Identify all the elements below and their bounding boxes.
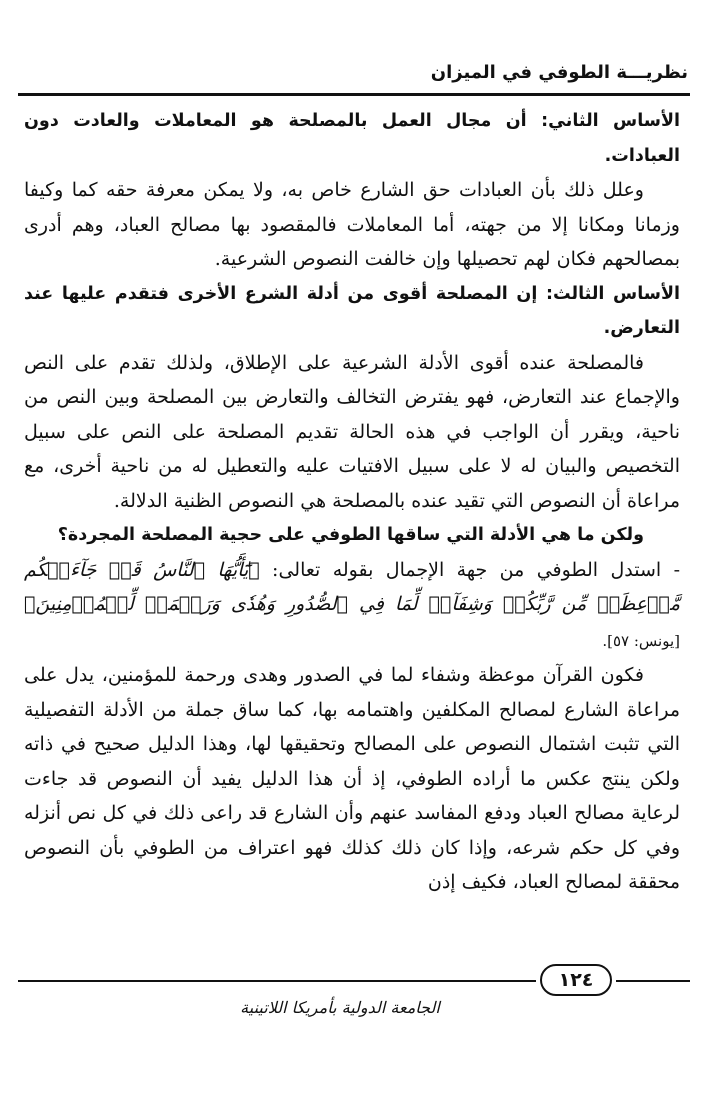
page-number: ١٢٤ bbox=[540, 964, 612, 996]
basis-two-heading: الأساس الثاني: bbox=[541, 111, 681, 131]
body-text bbox=[24, 104, 680, 900]
paragraph-basis-two bbox=[24, 104, 680, 173]
running-header-title: نظريـــة الطوفي في الميزان bbox=[430, 62, 688, 83]
header-divider bbox=[18, 93, 690, 96]
paragraph-quran-evidence bbox=[24, 553, 680, 659]
paragraph-evidence-question: ولكن ما هي الأدلة التي ساقها الطوفي على حجية المصلحة المجردة؟ bbox=[57, 525, 644, 545]
basis-three-text: إن المصلحة أقوى من أدلة الشرع الأخرى فتقدم عليها عند التعارض. bbox=[24, 283, 680, 338]
verse-reference: [يونس: ٥٧]. bbox=[602, 631, 680, 650]
basis-three-heading: الأساس الثالث: bbox=[546, 283, 680, 304]
paragraph-quran-analysis: فكون القرآن موعظة وشفاء لما في الصدور وهدى ورحمة للمؤمنين، يدل على مراعاة الشارع لمصالح المكلفين واهتمامه بها، كما ساق جملة من الأدلة التفصيلية التي تثبت اشتمال النصوص على المصالح وتحقيقها لها، وهذا الدليل صحيح في ذاته ولكن ينتج عكس ما أراده الطوفي، إذ أن هذا الدليل يفيد أن النصوص قد جاءت لرعاية مصالح العباد ودفع المفاسد عنهم وأن الشارع قد راعى ذلك في كل نص أنزله وفي كل حكم شرعه، وإذا كان ذلك كذلك فهو اعتراف من الطوفي بأن النصوص محققة لمصالح العباد، فكيف إذن bbox=[24, 664, 680, 893]
footer-divider-right bbox=[616, 980, 690, 982]
footer-publisher: الجامعة الدولية بأمريكا اللاتينية bbox=[240, 998, 440, 1017]
footer-divider-left bbox=[18, 980, 536, 982]
paragraph-maslaha-strength: فالمصلحة عنده أقوى الأدلة الشرعية على الإطلاق، ولذلك تقدم على النص والإجماع عند التعارض، فهو يفترض التخالف والتعارض بين المصلحة وبين النص من ناحية، ويقرر أن الواجب في هذه الحالة تقديم المصلحة على النص على سبيل التخصيص والبيان له لا على سبيل الافتيات عليه والتعطيل له من ناحية أخرى، مع مراعاة أن النصوص التي تقيد عنده بالمصلحة هي النصوص الظنية الدلالة. bbox=[24, 351, 680, 512]
quran-evidence-intro: - استدل الطوفي من جهة الإجمال بقوله تعالى: bbox=[259, 558, 680, 581]
paragraph-worship-reasoning: وعلل ذلك بأن العبادات حق الشارع خاص به، ولا يمكن معرفة حقه كما وكيفا وزمانا ومكانا إلا من جهته، أما المعاملات فالمقصود بها مصالح العباد، وهم أدرى بمصالحهم فكان لهم تحصيلها وإن خالفت النصوص الشرعية. bbox=[24, 179, 680, 270]
quran-verse: ﴿يَٰٓأَيُّهَا ٱلنَّاسُ قَدۡ جَآءَتۡكُم مَّوۡعِظَةٞ مِّن رَّبِّكُمۡ وَشِفَآءٞ لِّمَا فِي ٱلصُّدُورِ وَهُدٗى وَرَحۡمَةٞ لِّلۡمُؤۡمِنِينَ﴾ bbox=[24, 558, 680, 615]
basis-two-text: أن مجال العمل بالمصلحة هو المعاملات والعادت دون العبادات. bbox=[24, 111, 680, 166]
paragraph-basis-three bbox=[24, 277, 680, 346]
